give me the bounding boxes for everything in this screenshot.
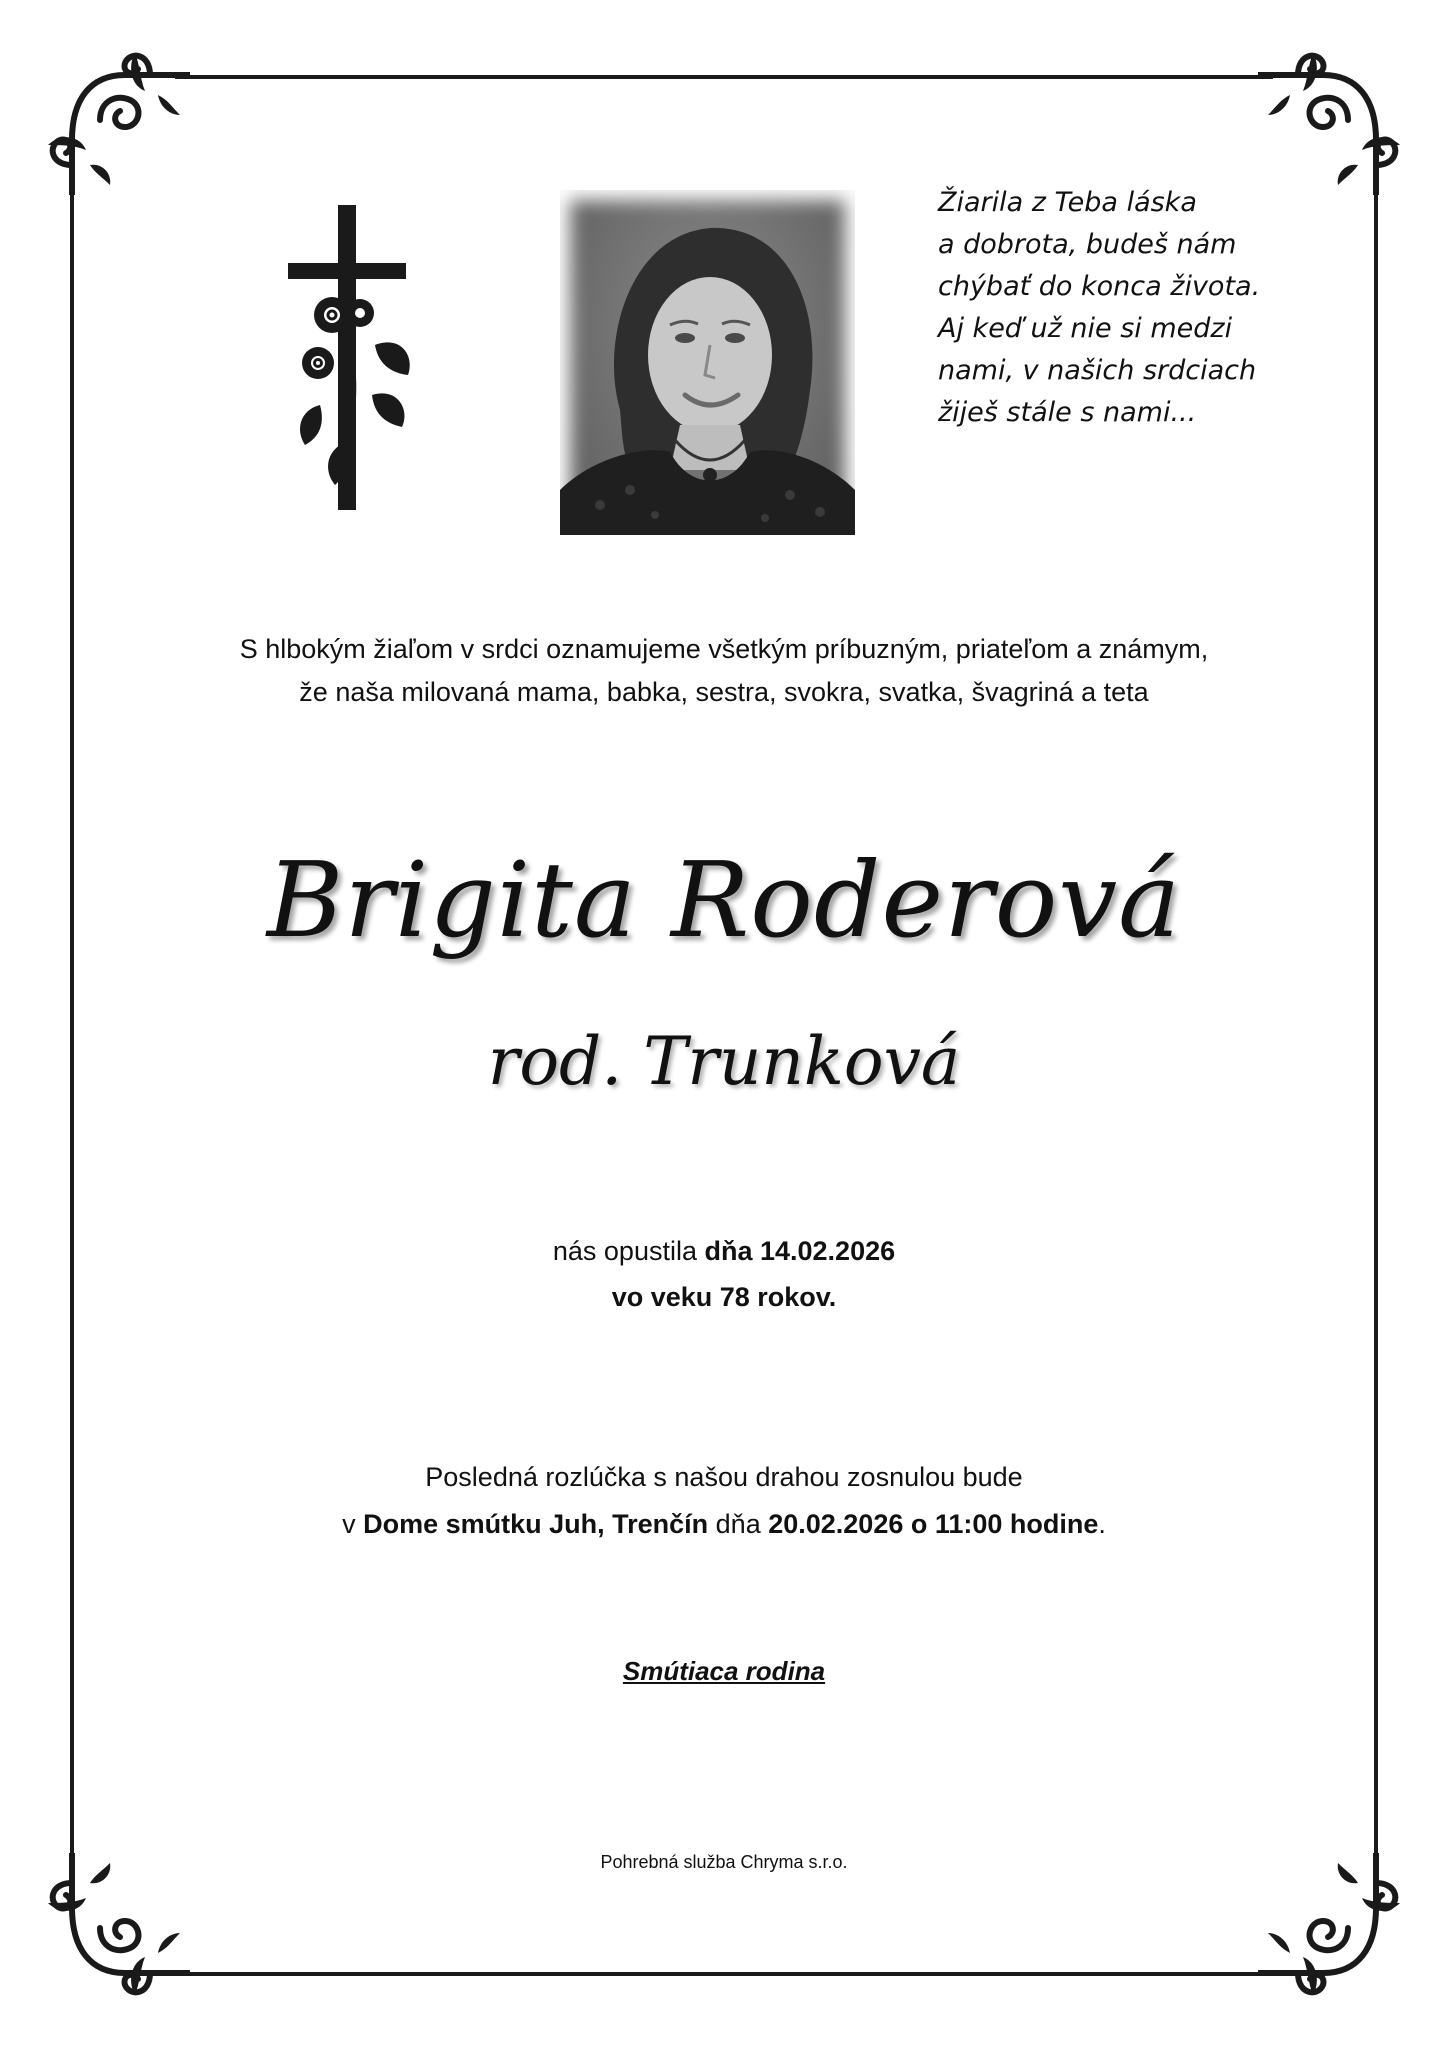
funeral-prefix: v — [342, 1509, 364, 1539]
cross-with-rose-icon — [280, 205, 420, 515]
funeral-info — [0, 1454, 1448, 1548]
funeral-place: Dome smútku Juh, Trenčín — [363, 1509, 709, 1539]
portrait-photo — [560, 190, 855, 535]
funeral-line1: Posledná rozlúčka s našou drahou zosnulou bude — [425, 1462, 1023, 1492]
poem-line: chýbať do konca života. — [938, 271, 1261, 302]
corner-flourish-icon — [1258, 45, 1408, 195]
maiden-name: rod. Trunková — [487, 1023, 961, 1100]
poem-line: žiješ stále s nami... — [938, 397, 1197, 428]
corner-flourish-icon — [40, 45, 190, 195]
announcement-line: S hlbokým žiaľom v srdci oznamujeme všetkým príbuzným, priateľom a známym, — [239, 634, 1209, 664]
death-age-line — [0, 1274, 1448, 1320]
poem-line: nami, v našich srdciach — [938, 355, 1257, 386]
funeral-service-footer: Pohrebná služba Chryma s.r.o. — [600, 1852, 848, 1872]
deceased-name: Brigita Roderová — [266, 839, 1182, 961]
funeral-suffix: . — [1098, 1509, 1106, 1539]
funeral-line2 — [0, 1501, 1448, 1548]
death-prefix: nás opustila — [552, 1236, 705, 1266]
poem-line: Žiarila z Teba láska — [938, 187, 1197, 218]
announcement-line: že naša milovaná mama, babka, sestra, svokra, svatka, švagriná a teta — [299, 677, 1149, 707]
poem-line: Aj keď už nie si medzi — [938, 313, 1233, 344]
death-info — [0, 1228, 1448, 1320]
corner-flourish-icon — [40, 1853, 190, 2003]
signature — [0, 1654, 1448, 1688]
poem-line: a dobrota, budeš nám — [938, 229, 1237, 260]
frame-bottom-line — [175, 1972, 1273, 1976]
death-age: vo veku 78 rokov. — [611, 1282, 837, 1312]
frame-top-line — [175, 75, 1273, 79]
signature-text: Smútiaca rodina — [622, 1656, 826, 1686]
funeral-middle: dňa — [708, 1509, 769, 1539]
corner-flourish-icon — [1258, 1853, 1408, 2003]
poem-text — [938, 182, 1268, 434]
death-date: dňa 14.02.2026 — [704, 1236, 896, 1266]
death-date-line — [0, 1228, 1448, 1274]
announcement — [0, 628, 1448, 714]
funeral-datetime: 20.02.2026 o 11:00 hodine — [768, 1509, 1099, 1539]
